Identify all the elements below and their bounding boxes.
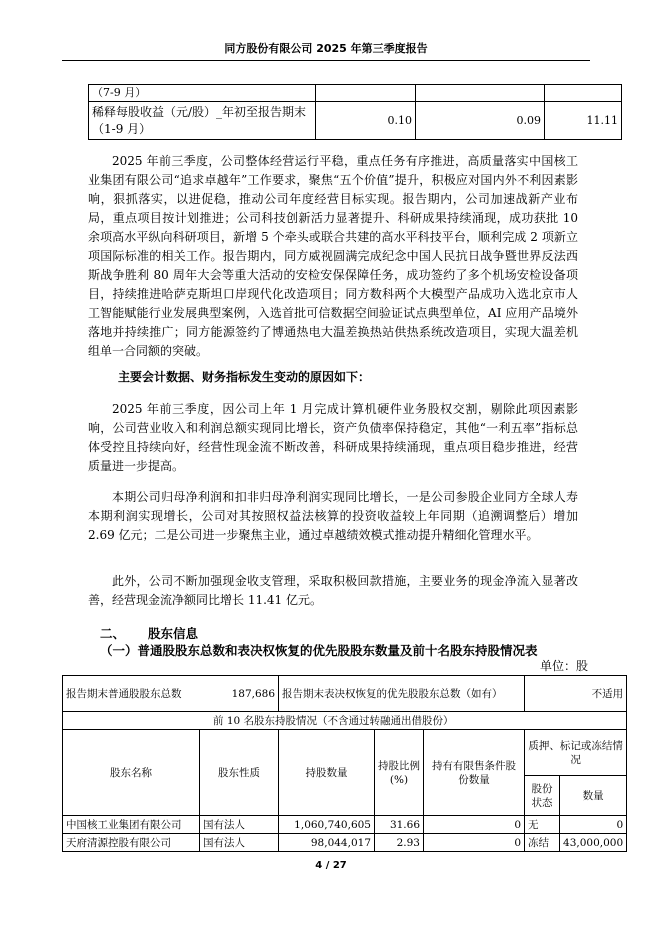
holder-name: 中国核工业集团有限公司 [63,816,200,834]
table-row [63,816,627,834]
row-label: （7-9 月） [89,85,316,102]
subsection-title: （一）普通股股东总数和表决权恢复的优先股股东数量及前十名股东持股情况表 [100,643,538,658]
page-header: 同方股份有限公司 2025 年第三季度报告 [224,42,428,55]
table-row [89,85,622,102]
value-cell: 0.10 [316,102,416,140]
cell [416,85,545,102]
table-header-row [63,730,627,776]
cell [545,85,622,102]
holder-shares: 1,060,740,605 [279,816,375,834]
holder-status: 无 [525,816,560,834]
pref-holders-value: 不适用 [525,676,627,712]
pref-holders-label: 报告期末表决权恢复的优先股股东总数（如有） [279,676,525,712]
header-name: 股东名称 [63,730,200,816]
header-status: 股份状态 [525,776,560,816]
holder-nature: 国有法人 [200,834,279,852]
row-label: 稀释每股收益（元/股）_年初至报告期末（1-9 月） [89,102,316,140]
holder-restricted: 0 [424,834,525,852]
top10-caption: 前 10 名股东持股情况（不含通过转融通出借股份） [63,712,627,730]
unit-label: 单位：股 [540,659,589,673]
subheading-reasons: 主要会计数据、财务指标发生变动的原因如下： [118,370,371,384]
paragraph-overview: 2025 年前三季度，公司整体经营运行平稳，重点任务有序推进，高质量落实中国核工业集团有限公司“追求卓越年”工作要求，聚焦“五个价值”提升，积极应对国内外不利因素影响，狠抓落实，以进促稳，推动公司年度经营目标实现。报告期内，公司加速战新产业布局，重点项目按计划推进；公司科技创新活力显著提升、科研成果持续涌现，成功获批 10 余项高水平纵向科研项目，新增 5 个牵头或联合共建的高水平科技平台，顺利完成 2 项新立项国际标准的相关工作。报告期内，同方威视圆满完成纪念中国人民抗日战争暨世界反法西斯战争胜利 80 周年大会等重大活动的安检安保保障任务，成功签约了多个机场安检设备项目，持续推进哈萨克斯坦口岸现代化改造项目；同方数科两个大模型产品成功入选北京市人工智能赋能行业发展典型案例，入选首批可信数据空间验证试点典型单位，AI 应用产品境外落地并持续推广；同方能源签约了博通热电大温差换热站供热系统改造项目，实现大温差机组单一合同额的突破。 [88,154,578,358]
shareholders-table [62,675,627,852]
table-row [63,676,627,712]
holder-status: 冻结 [525,834,560,852]
paragraph-cashflow: 此外，公司不断加强现金收支管理，采取积极回款措施，主要业务的现金净流入显著改善，经营现金流净额同比增长 11.41 亿元。 [88,574,578,607]
holder-nature: 国有法人 [200,816,279,834]
table-row [89,102,622,140]
holder-count: 0 [560,816,627,834]
paragraph-profit: 本期公司归母净利润和扣非归母净利润实现同比增长，一是公司参股企业同方全球人寿本期利润实现增长，公司对其按照权益法核算的投资收益较上年同期（追溯调整后）增加 2.69 亿元；二是公司进一步聚焦主业，通过卓越绩效模式推动提升精细化管理水平。 [88,490,578,542]
header-divider [62,60,590,61]
table-row [63,834,627,852]
eps-table [88,84,622,140]
section-title: 股东信息 [148,626,199,641]
total-holders-value: 187,686 [231,687,275,700]
section-number: 二、 [100,626,126,641]
holder-name: 天府清源控股有限公司 [63,834,200,852]
holder-ratio: 2.93 [375,834,424,852]
total-holders-label-text: 报告期末普通股股东总数 [66,687,182,700]
table-row [63,712,627,730]
holder-restricted: 0 [424,816,525,834]
value-cell: 0.09 [416,102,545,140]
page-number: 4 / 27 [315,860,347,871]
value-cell: 11.11 [545,102,622,140]
header-count: 数量 [560,776,627,816]
header-restricted: 持有有限售条件股份数量 [424,730,525,816]
cell [316,85,416,102]
header-shares: 持股数量 [279,730,375,816]
total-holders-label [63,676,279,712]
header-nature: 股东性质 [200,730,279,816]
header-ratio: 持股比例(%) [375,730,424,816]
holder-shares: 98,044,017 [279,834,375,852]
holder-count: 43,000,000 [560,834,627,852]
paragraph-reasons: 2025 年前三季度，因公司上年 1 月完成计算机硬件业务股权交割，剔除此项因素影响，公司营业收入和利润总额实现同比增长，资产负债率保持稳定，其他“一利五率”指标总体受控且持续向好，经营性现金流不断改善，科研成果持续涌现，重点项目稳步推进，经营质量进一步提高。 [88,402,578,473]
holder-ratio: 31.66 [375,816,424,834]
header-pledge: 质押、标记或冻结情况 [525,730,627,776]
